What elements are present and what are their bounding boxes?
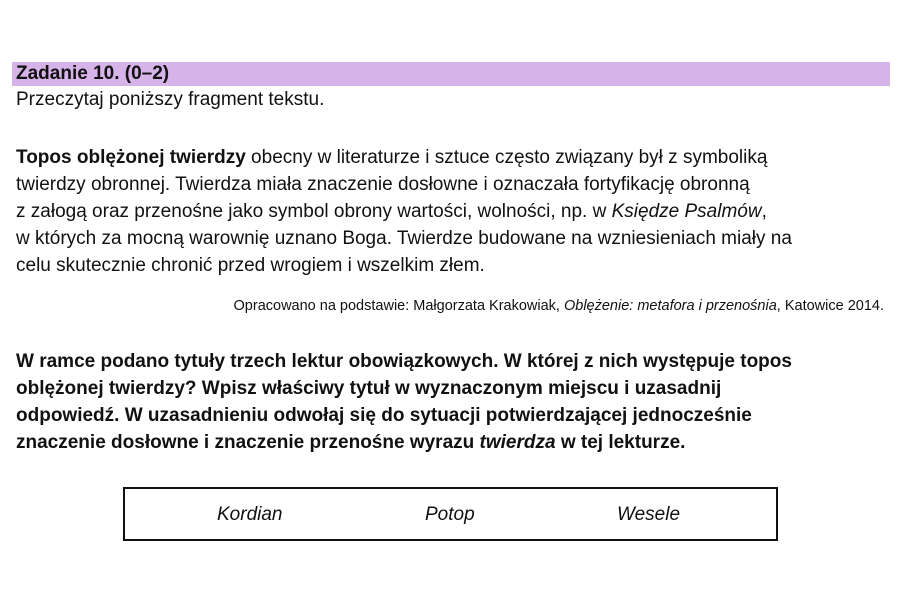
passage-term: Topos oblężonej twierdzy	[16, 147, 246, 168]
source-prefix: Opracowano na podstawie: Małgorzata Krakowiak,	[233, 298, 564, 314]
question-line: W ramce podano tytuły trzech lektur obowiązkowych. W której z nich występuje topos	[16, 351, 792, 372]
question-line: odpowiedź. W uzasadnieniu odwołaj się do sytuacji potwierdzającej jednocześnie	[16, 405, 752, 426]
question-line-text: w tej lekturze.	[555, 432, 686, 453]
question-keyword: twierdza	[479, 432, 556, 453]
passage-text	[16, 144, 896, 279]
passage-line	[16, 144, 896, 171]
question-line: oblężonej twierdzy? Wpisz właściwy tytuł w wyznaczonym miejscu i uzasadnij	[16, 378, 722, 399]
question-line	[16, 429, 896, 456]
task-title: Zadanie 10. (0–2)	[16, 63, 170, 84]
question-line-text: znaczenie dosłowne i znaczenie przenośne wyrazu	[16, 432, 480, 453]
passage-book-title: Księdze Psalmów	[611, 201, 762, 222]
options-box	[123, 487, 778, 541]
passage-line-text: ,	[761, 201, 767, 222]
question-text	[16, 348, 896, 456]
source-suffix: , Katowice 2014.	[776, 298, 884, 314]
passage-line-text: obecny w literaturze i sztuce często związany był z symboliką	[245, 147, 768, 168]
passage-line: w których za mocną warownię uznano Boga. Twierdze budowane na wzniesieniach miały na	[16, 228, 792, 249]
source-citation	[234, 297, 884, 315]
option-potop: Potop	[425, 504, 475, 525]
option-kordian: Kordian	[217, 504, 283, 525]
task-instruction: Przeczytaj poniższy fragment tekstu.	[16, 89, 325, 110]
passage-line	[16, 198, 896, 225]
passage-line: celu skutecznie chronić przed wrogiem i wszelkim złem.	[16, 255, 485, 276]
passage-line: twierdzy obronnej. Twierdza miała znaczenie dosłowne i oznaczała fortyfikację obronną	[16, 174, 750, 195]
passage-line-text: z załogą oraz przenośne jako symbol obrony wartości, wolności, np. w	[16, 201, 612, 222]
task-header	[12, 62, 890, 86]
source-work-title: Oblężenie: metafora i przenośnia	[563, 298, 777, 314]
option-wesele: Wesele	[617, 504, 681, 525]
